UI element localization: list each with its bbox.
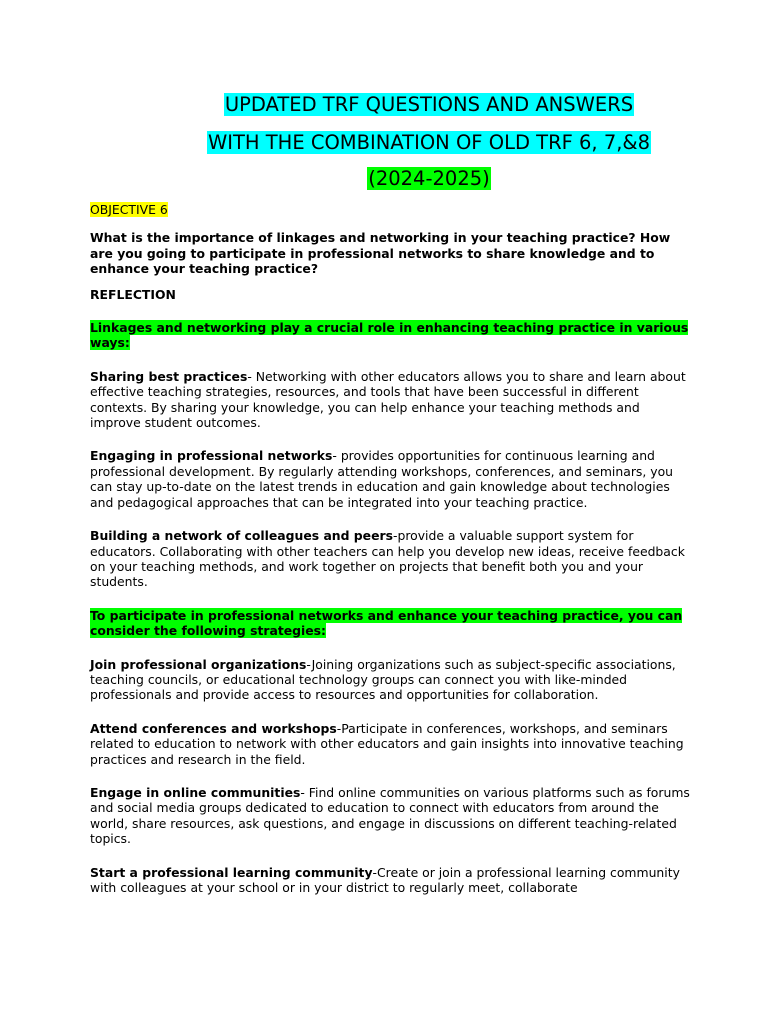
document-body	[90, 202, 690, 895]
strategy-term: Attend conferences and workshops	[90, 720, 337, 736]
way-text: -provide a valuable support system for educators. Collaborating with other teachers can help you develop new ideas, receive feedback on your teaching methods, and work together on projects that benefit both you and your students.	[90, 528, 685, 590]
strategy-text: -Create or join a professional learning community with colleagues at your school or in your district to regularly meet, collaborate	[90, 864, 680, 895]
strategy-text: -Joining organizations such as subject-specific associations, teaching councils, or educational technology groups can connect you with like-minded professionals and provide access to resources and opportunities for collaboration.	[90, 656, 676, 703]
objective-label-text: OBJECTIVE 6	[90, 202, 168, 217]
title-line-1	[45, 93, 768, 117]
way-paragraph-engaging	[90, 448, 690, 510]
title-line-1-text: UPDATED TRF QUESTIONS AND ANSWERS	[224, 93, 634, 116]
title-line-3-text: (2024-2025)	[368, 167, 490, 190]
way-term: Engaging in professional networks	[90, 448, 333, 464]
objective-label	[90, 202, 690, 217]
strategy-text: - Find online communities on various platforms such as forums and social media groups dedicated to education to connect with educators from around the world, share resources, ask questions, and engage in discussions on different teaching-related topics.	[90, 784, 690, 847]
way-paragraph-sharing	[90, 369, 690, 431]
strategies-highlight-text: To participate in professional networks and enhance your teaching practice, you can consider the following strategies:	[90, 607, 683, 639]
strategies-highlight	[90, 608, 690, 639]
way-paragraph-building	[90, 528, 690, 590]
intro-highlight-text: Linkages and networking play a crucial role in enhancing teaching practice in various ways:	[90, 320, 689, 351]
strategy-paragraph-online	[90, 785, 690, 847]
way-term: Sharing best practices	[90, 368, 248, 384]
title-line-2	[45, 131, 768, 155]
strategy-paragraph-attend	[90, 721, 690, 767]
way-text: - provides opportunities for continuous learning and professional development. By regularly attending workshops, conferences, and seminars, you can stay up-to-date on the latest trends in education and gain knowledge about technologies and pedagogical approaches that can be integrated into your teaching practice.	[90, 448, 674, 510]
way-text: - Networking with other educators allows you to share and learn about effective teaching strategies, resources, and tools that have been successful in different contexts. By sharing your knowledge, you can help enhance your teaching methods and improve student outcomes.	[90, 368, 686, 431]
strategy-term: Join professional organizations	[90, 656, 307, 672]
question-text: What is the importance of linkages and networking in your teaching practice? How are you going to participate in professional networks to share knowledge and to enhance your teaching practice?	[90, 230, 671, 277]
strategy-term: Engage in online communities	[90, 784, 301, 800]
strategy-text: -Participate in conferences, workshops, and seminars related to education to network with other educators and gain insights into innovative teaching practices and research in the field.	[90, 720, 684, 767]
intro-highlight	[90, 320, 690, 351]
strategy-term: Start a professional learning community	[90, 864, 373, 880]
strategy-paragraph-join	[90, 657, 690, 703]
strategy-paragraph-plc	[90, 865, 690, 896]
title-line-3	[45, 167, 768, 191]
reflection-label: REFLECTION	[90, 286, 176, 302]
title-line-2-text: WITH THE COMBINATION OF OLD TRF 6, 7,&8	[207, 131, 651, 154]
way-term: Building a network of colleagues and peers	[90, 528, 393, 544]
